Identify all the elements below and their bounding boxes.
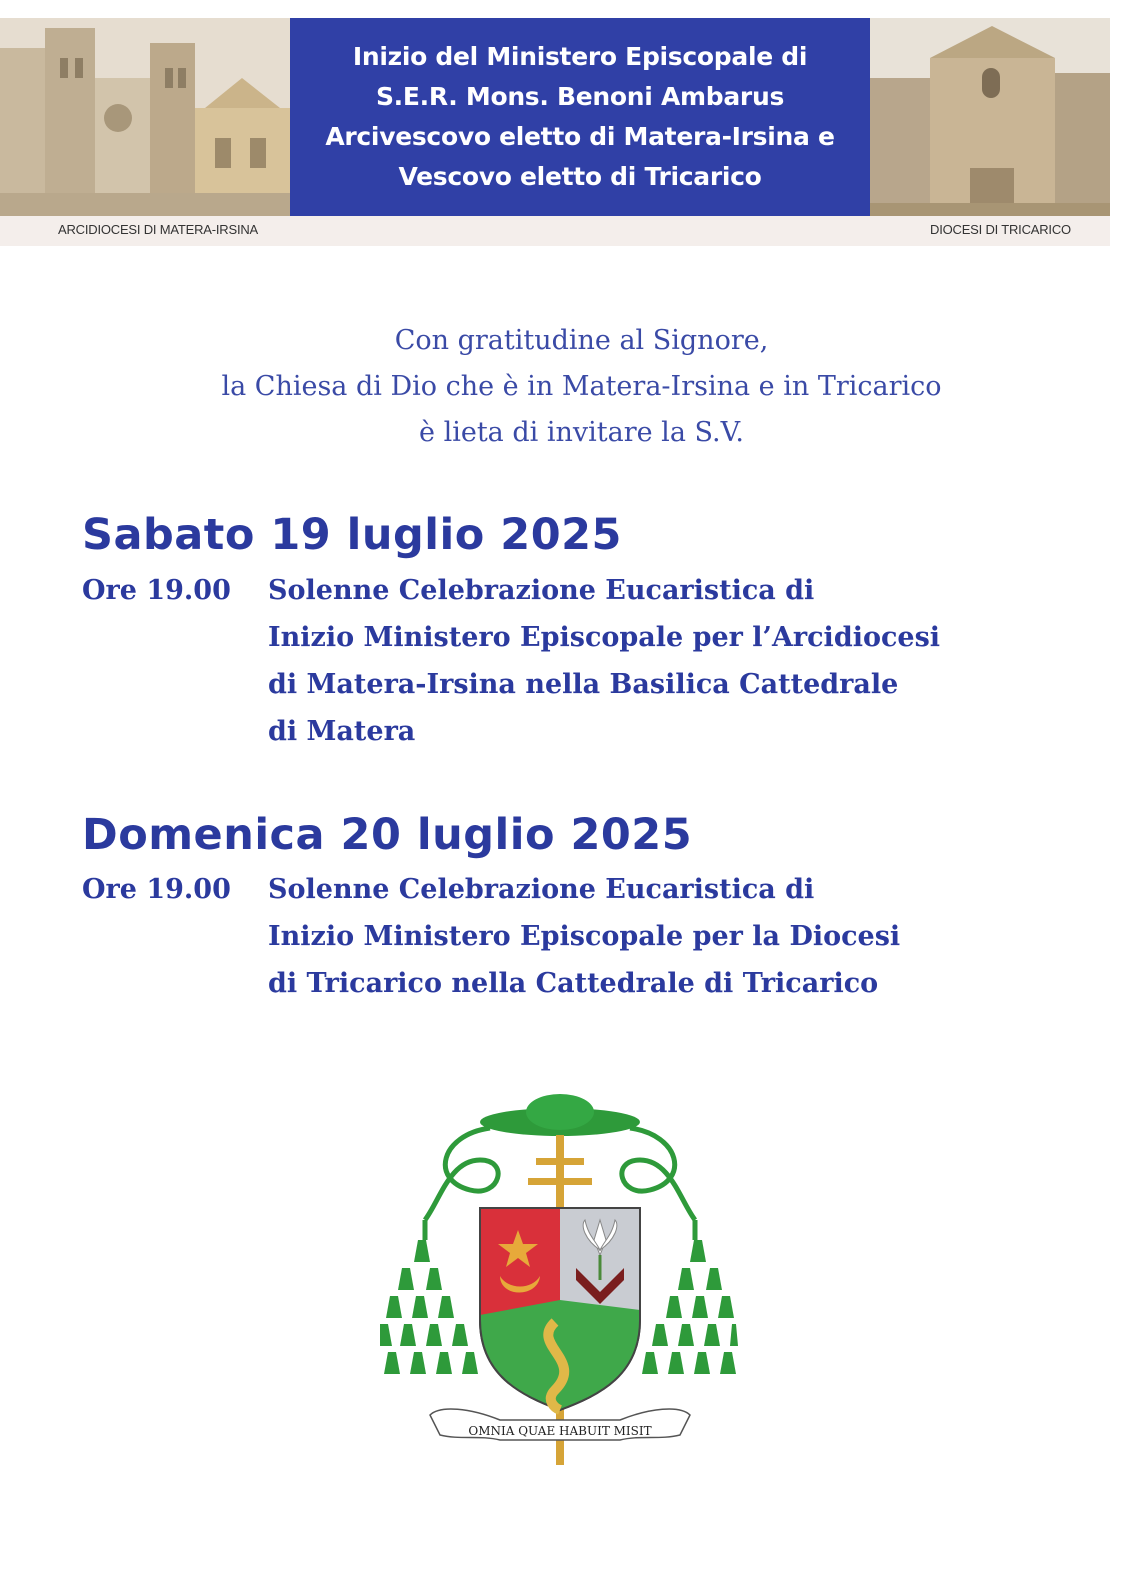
event-2-line-1: Solenne Celebrazione Eucaristica di	[268, 874, 815, 905]
banner-title-line-4: Vescovo eletto di Tricarico	[398, 162, 762, 191]
coat-of-arms	[380, 1090, 740, 1480]
event-2-date: Domenica 20 luglio 2025	[82, 810, 693, 860]
intro-line-1: Con gratitudine al Signore,	[394, 325, 769, 356]
event-2-line-2: Inizio Ministero Episcopale per la Diocesi	[268, 921, 901, 952]
event-1-line-1: Solenne Celebrazione Eucaristica di	[268, 575, 815, 606]
motto-text: OMNIA QUAE HABUIT MISIT	[468, 1424, 652, 1438]
cathedral-illustration-icon	[0, 18, 290, 216]
event-1-description	[268, 567, 940, 755]
intro-line-2: la Chiesa di Dio che è in Matera-Irsina e in Tricarico	[221, 371, 942, 402]
banner-title-box	[290, 18, 870, 216]
right-caption: DIOCESI DI TRICARICO	[930, 222, 1071, 237]
bishop-coat-of-arms-icon	[380, 1090, 740, 1480]
header-banner	[0, 18, 1110, 246]
event-1-line-2: Inizio Ministero Episcopale per l’Arcidiocesi	[268, 622, 941, 653]
event-1-line-4: di Matera	[268, 716, 416, 747]
church-illustration-icon	[870, 18, 1110, 216]
invitation-intro	[0, 318, 1123, 456]
tricarico-cathedral-photo	[870, 18, 1110, 216]
event-2-description	[268, 866, 900, 1007]
event-1-time: Ore 19.00	[82, 575, 231, 606]
event-1-line-3: di Matera-Irsina nella Basilica Cattedrale	[268, 669, 899, 700]
event-1-date: Sabato 19 luglio 2025	[82, 510, 622, 560]
banner-title-line-2: S.E.R. Mons. Benoni Ambarus	[375, 82, 785, 111]
event-2-time: Ore 19.00	[82, 874, 231, 905]
event-2-line-3: di Tricarico nella Cattedrale di Tricarico	[268, 968, 879, 999]
banner-title-line-1: Inizio del Ministero Episcopale di	[352, 42, 808, 71]
banner-title-line-3: Arcivescovo eletto di Matera-Irsina e	[325, 122, 835, 151]
left-caption: ARCIDIOCESI DI MATERA-IRSINA	[58, 222, 259, 237]
matera-cathedral-photo	[0, 18, 290, 216]
intro-line-3: è lieta di invitare la S.V.	[419, 417, 744, 448]
